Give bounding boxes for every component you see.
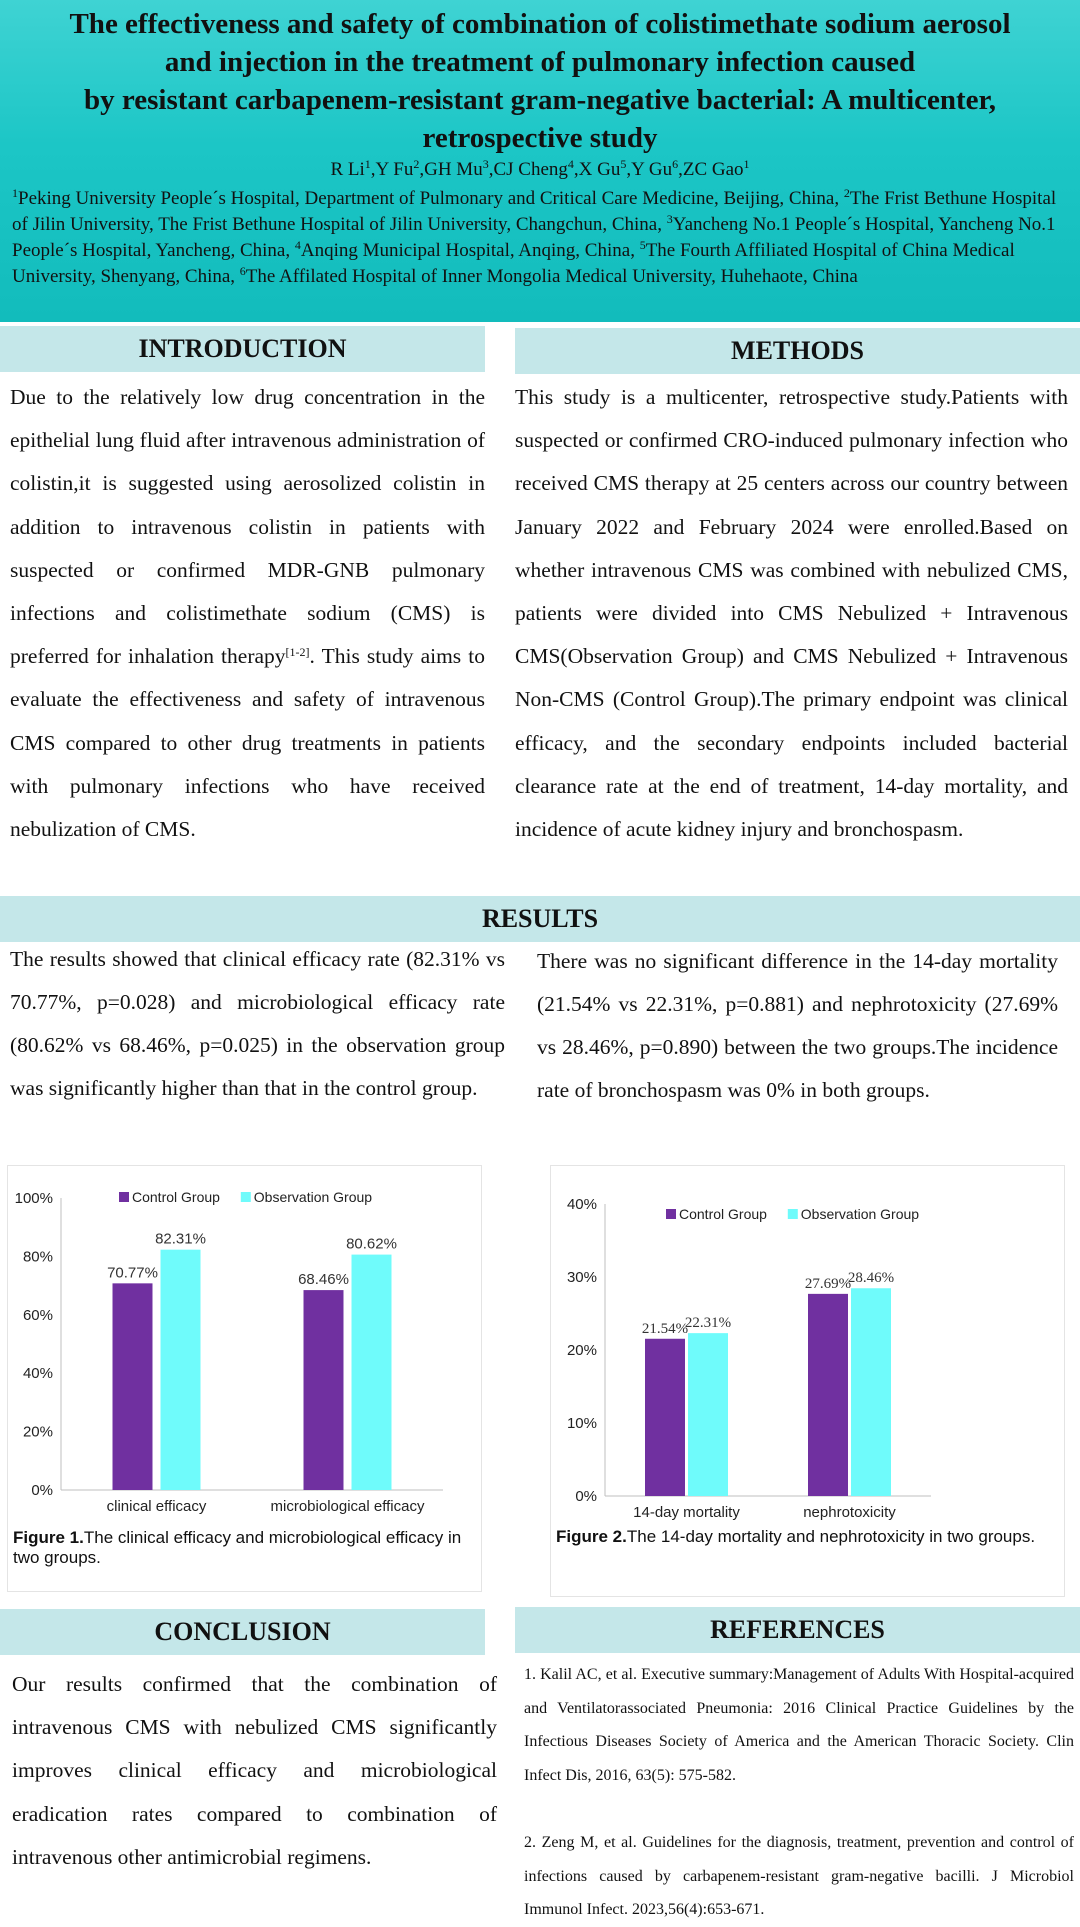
author-sup: 4: [567, 157, 574, 171]
data-label: 21.54%: [641, 1320, 689, 1337]
author: ZC Gao: [682, 159, 744, 180]
author-sup: 5: [620, 157, 627, 171]
data-label: 22.31%: [684, 1315, 732, 1332]
author-sup: 1: [364, 157, 371, 171]
affiliations: [12, 186, 1067, 290]
figure-2-label: Figure 2.: [556, 1527, 627, 1546]
introduction-body: Due to the relatively low drug concentration in the epithelial lung fluid after intravenous administration of colistin,it is suggested using aerosolized colistin in addition to intravenous colistin in patients with suspected or confirmed MDR-GNB pulmonary infections and colistimethate sodium (CMS) is preferred for inhalation therapy: [10, 385, 485, 669]
author: Y Fu: [375, 159, 414, 180]
affiliation-sup: 5: [639, 238, 646, 252]
x-tick-label: microbiological efficacy: [270, 1498, 425, 1515]
data-label: 70.77%: [107, 1264, 158, 1282]
affiliation-sup: 1: [12, 186, 18, 200]
methods-heading: METHODS: [515, 328, 1080, 374]
bar: [113, 1283, 153, 1490]
poster-header: [0, 0, 1080, 322]
figure-1-caption: [13, 1528, 473, 1568]
y-tick-label: 20%: [566, 1342, 597, 1359]
y-tick-label: 80%: [22, 1248, 53, 1266]
affiliation-sup: 2: [843, 186, 850, 200]
affiliation-sup: 3: [666, 212, 673, 226]
author-sup: 6: [672, 157, 679, 171]
affiliation: Yancheng No.1 People´s Hospital, Yancheng No.1 People´s Hospital, Yancheng, China,: [12, 214, 1056, 261]
poster-title: The effectiveness and safety of combination of colistimethate sodium aerosol and injection in the treatment of pulmonary infection caused by resistant carbapenem-resistant gram-negative bacterial: A multicenter, retrospective study: [69, 8, 1011, 154]
citation: [1-2]: [285, 645, 310, 660]
figure-1: [7, 1165, 482, 1592]
y-tick-label: 60%: [22, 1306, 53, 1324]
results-heading: RESULTS: [0, 896, 1080, 942]
data-label: 68.46%: [298, 1271, 349, 1289]
author: GH Mu: [424, 159, 483, 180]
bar: [688, 1333, 728, 1496]
bar: [352, 1255, 392, 1490]
affiliation: The Affilated Hospital of Inner Mongolia Medical University, Huhehaote, China: [245, 266, 858, 287]
affiliation: The Fourth Affiliated Hospital of China Medical University, Shenyang, China,: [12, 240, 1015, 287]
figure-1-label: Figure 1.: [13, 1528, 84, 1547]
figure-1-caption-text: The clinical efficacy and microbiological efficacy in two groups.: [13, 1528, 462, 1567]
legend-label: Control Group: [679, 1206, 767, 1222]
affiliation-sup: 6: [239, 264, 246, 278]
y-tick-label: 20%: [22, 1423, 53, 1441]
introduction-text: [10, 376, 485, 851]
y-tick-label: 10%: [566, 1415, 597, 1432]
author-sup: 1: [743, 157, 750, 171]
introduction-body-end: . This study aims to evaluate the effectiveness and safety of intravenous CMS compared to other drug treatments in patients with pulmonary infections who have received nebulization of CMS.: [10, 644, 485, 842]
y-tick-label: 0%: [575, 1488, 597, 1505]
legend-swatch: [119, 1192, 129, 1202]
bar: [808, 1294, 848, 1496]
legend-label: Observation Group: [253, 1189, 373, 1205]
references-heading: REFERENCES: [515, 1607, 1080, 1653]
author: R Li: [330, 159, 365, 180]
x-tick-label: 14-day mortality: [633, 1504, 740, 1521]
conclusion-heading: CONCLUSION: [0, 1609, 485, 1655]
affiliation: Anqing Municipal Hospital, Anqing, China,: [300, 240, 640, 261]
author-sup: 3: [482, 157, 489, 171]
author-sup: 2: [413, 157, 420, 171]
author-list: R Li$^1$,Y Fu$^2$,GH Mu$^3$,CJ Cheng$^4$,X Gu$^5$,Y Gu$^6$,ZC Gao$^1$: [330, 157, 750, 180]
legend-swatch: [788, 1209, 798, 1219]
legend-swatch: [666, 1209, 676, 1219]
data-label: 27.69%: [804, 1275, 852, 1292]
results-right-text: There was no significant difference in the 14-day mortality (21.54% vs 22.31%, p=0.881) and nephrotoxicity (27.69% vs 28.46%, p=0.890) between the two groups.The incidence rate of bronchospasm was 0% in both groups.: [537, 949, 1058, 1102]
legend-label: Observation Group: [800, 1206, 920, 1222]
x-tick-label: nephrotoxicity: [803, 1504, 896, 1521]
y-tick-label: 30%: [566, 1269, 597, 1286]
bar: [645, 1339, 685, 1496]
introduction-heading: INTRODUCTION: [0, 326, 485, 372]
y-tick-label: 100%: [14, 1190, 53, 1207]
bar: [851, 1288, 891, 1496]
author: Y Gu: [631, 159, 673, 180]
affiliation: The Frist Bethune Hospital of Jilin University, The Frist Bethune Hospital of Jilin University, Changchun, China,: [12, 188, 1057, 235]
affiliation-sup: 4: [294, 238, 301, 252]
data-label: 80.62%: [346, 1235, 397, 1253]
affiliation: Peking University People´s Hospital, Department of Pulmonary and Critical Care Medicine, Beijing, China,: [18, 188, 844, 209]
y-tick-label: 0%: [31, 1482, 53, 1499]
author: X Gu: [578, 159, 621, 180]
results-left-text: The results showed that clinical efficacy rate (82.31% vs 70.77%, p=0.028) and microbiological efficacy rate (80.62% vs 68.46%, p=0.025) in the observation group was significantly higher than that in the control group.: [10, 947, 505, 1100]
figure-2-caption-text: The 14-day mortality and nephrotoxicity in two groups.: [626, 1527, 1036, 1546]
author: CJ Cheng: [493, 159, 568, 180]
data-label: 28.46%: [847, 1270, 895, 1287]
reference-item: 2. Zeng M, et al. Guidelines for the diagnosis, treatment, prevention and control of infections caused by carbapenem-resistant gram-negative bacilli. J Microbiol Immunol Infect. 2023,56(4):653-671.: [524, 1834, 1074, 1918]
methods-text: This study is a multicenter, retrospective study.Patients with suspected or confirmed CRO-induced pulmonary infection who received CMS therapy at 25 centers across our country between January 2022 and February 2024 were enrolled.Based on whether intravenous CMS was combined with nebulized CMS, patients were divided into CMS Nebulized + Intravenous CMS(Observation Group) and CMS Nebulized + Intravenous Non-CMS (Control Group).The primary endpoint was clinical efficacy, and the secondary endpoints included bacterial clearance rate at the end of treatment, 14-day mortality, and incidence of acute kidney injury and bronchospasm.: [515, 385, 1068, 842]
bar: [304, 1290, 344, 1490]
y-tick-label: 40%: [566, 1196, 597, 1213]
figure-2-caption: [556, 1527, 1056, 1547]
data-label: 82.31%: [155, 1230, 206, 1248]
x-tick-label: clinical efficacy: [106, 1498, 207, 1515]
y-tick-label: 40%: [22, 1365, 53, 1383]
legend-label: Control Group: [132, 1189, 220, 1205]
bar: [161, 1250, 201, 1490]
reference-item: 1. Kalil AC, et al. Executive summary:Management of Adults With Hospital-acquired and Ventilatorassociated Pneumonia: 2016 Clinical Practice Guidelines by the Infectious Diseases Society of America and the American Thoracic Society. Clin Infect Dis, 2016, 63(5): 575-582.: [524, 1666, 1074, 1784]
figure-2: [550, 1165, 1065, 1597]
legend-swatch: [241, 1192, 251, 1202]
conclusion-text: Our results confirmed that the combination of intravenous CMS with nebulized CMS significantly improves clinical efficacy and microbiological eradication rates compared to combination of intravenous other antimicrobial regimens.: [12, 1672, 497, 1869]
